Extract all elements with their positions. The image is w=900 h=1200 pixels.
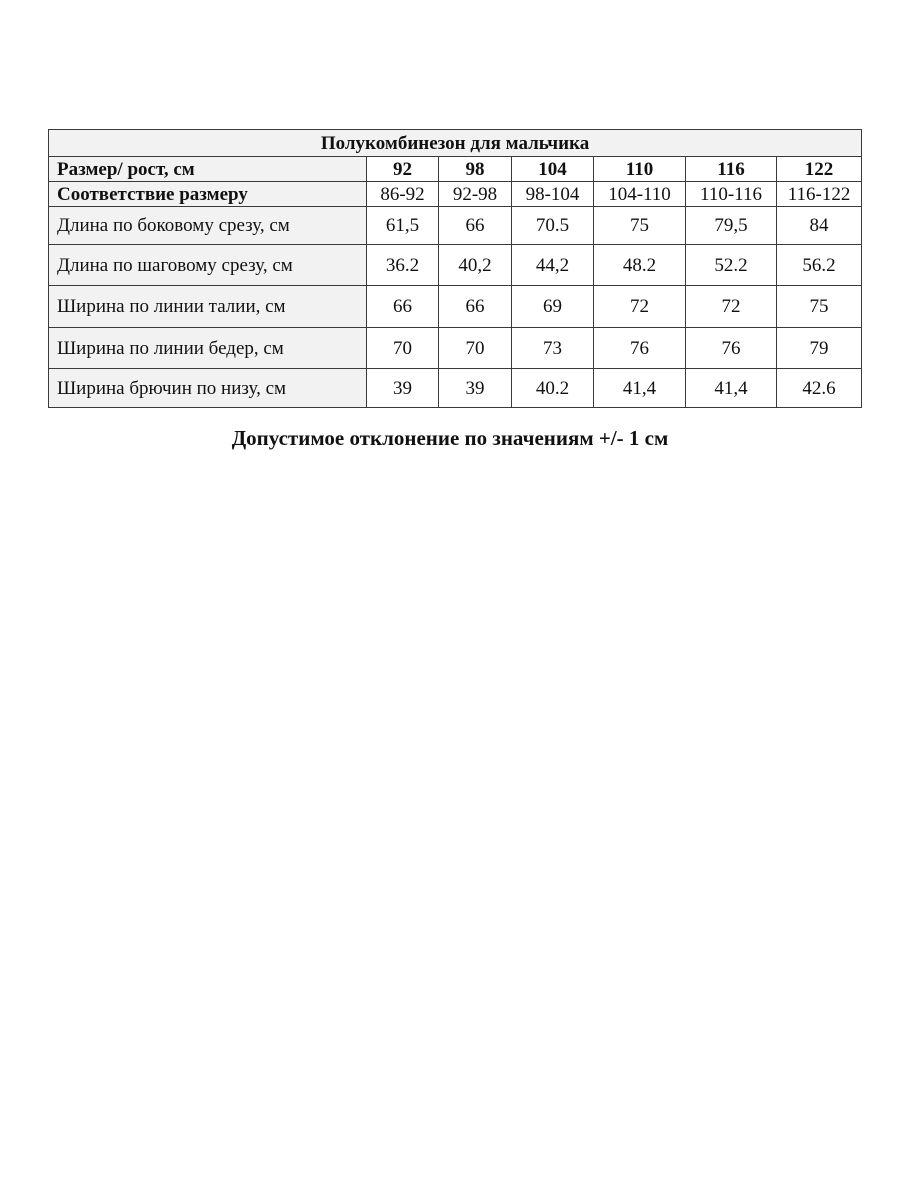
table-cell: 104-110 [594, 182, 686, 207]
table-row [49, 286, 862, 328]
table-cell: 66 [439, 207, 512, 245]
tolerance-note: Допустимое отклонение по значениям +/- 1 см [231, 426, 669, 450]
row-label: Ширина по линии бедер, см [49, 328, 367, 369]
table-cell: 40.2 [512, 369, 594, 408]
table-row [49, 328, 862, 369]
table-row [49, 207, 862, 245]
table-cell: 44,2 [512, 245, 594, 286]
size-header-cell: 122 [777, 157, 862, 182]
table-cell: 41,4 [594, 369, 686, 408]
table-cell: 61,5 [367, 207, 439, 245]
row-label: Длина по шаговому срезу, см [49, 245, 367, 286]
size-header-cell: 116 [686, 157, 777, 182]
table-cell: 98-104 [512, 182, 594, 207]
size-header-cell: 104 [512, 157, 594, 182]
table-cell: 70 [439, 328, 512, 369]
table-title: Полукомбинезон для мальчика [49, 130, 862, 157]
table-cell: 39 [367, 369, 439, 408]
size-header-cell: 110 [594, 157, 686, 182]
correspondence-label: Соответствие размеру [49, 182, 367, 207]
table-cell: 84 [777, 207, 862, 245]
table-cell: 66 [367, 286, 439, 328]
size-header-label: Размер/ рост, см [49, 157, 367, 182]
table-cell: 76 [594, 328, 686, 369]
table-cell: 69 [512, 286, 594, 328]
table-cell: 40,2 [439, 245, 512, 286]
row-label: Ширина по линии талии, см [49, 286, 367, 328]
row-label: Ширина брючин по низу, см [49, 369, 367, 408]
table-cell: 42.6 [777, 369, 862, 408]
table-cell: 75 [777, 286, 862, 328]
table-cell: 70.5 [512, 207, 594, 245]
size-header-cell: 92 [367, 157, 439, 182]
table-cell: 72 [686, 286, 777, 328]
table-row [49, 245, 862, 286]
table-cell: 86-92 [367, 182, 439, 207]
size-header-cell: 98 [439, 157, 512, 182]
table-cell: 110-116 [686, 182, 777, 207]
table-cell: 70 [367, 328, 439, 369]
table-cell: 48.2 [594, 245, 686, 286]
table-cell: 66 [439, 286, 512, 328]
table-title-row [49, 130, 862, 157]
table-cell: 39 [439, 369, 512, 408]
table-cell: 79,5 [686, 207, 777, 245]
table-row [49, 369, 862, 408]
table-cell: 73 [512, 328, 594, 369]
size-chart-table [48, 129, 862, 408]
table-cell: 36.2 [367, 245, 439, 286]
table-cell: 79 [777, 328, 862, 369]
table-cell: 92-98 [439, 182, 512, 207]
table-cell: 56.2 [777, 245, 862, 286]
row-label: Длина по боковому срезу, см [49, 207, 367, 245]
table-cell: 76 [686, 328, 777, 369]
size-header-row [49, 157, 862, 182]
table-cell: 75 [594, 207, 686, 245]
table-cell: 116-122 [777, 182, 862, 207]
table-cell: 72 [594, 286, 686, 328]
table-cell: 52.2 [686, 245, 777, 286]
size-correspondence-row [49, 182, 862, 207]
table-cell: 41,4 [686, 369, 777, 408]
